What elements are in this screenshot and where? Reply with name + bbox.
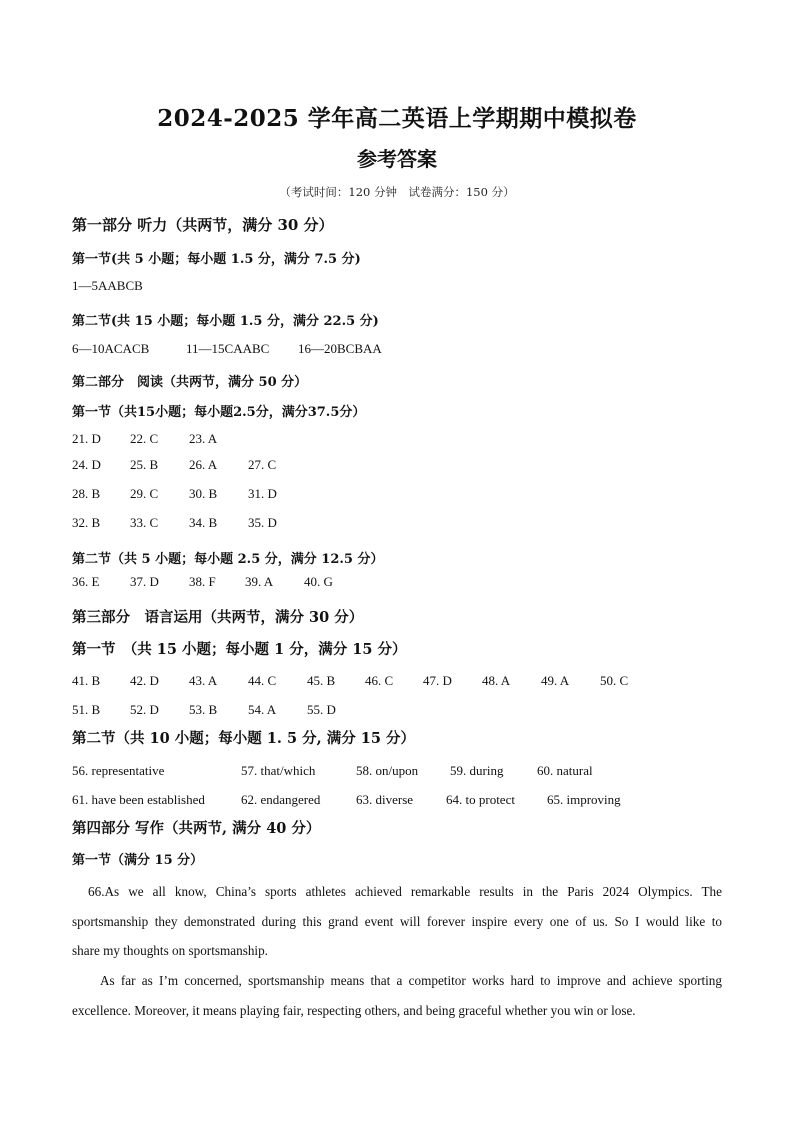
answer-item: 50. C: [600, 673, 629, 688]
page-title: 2024-2025 学年高二英语上学期期中模拟卷: [157, 105, 637, 132]
answer-item: 46. C: [365, 673, 394, 688]
answer-item: 43. A: [189, 673, 218, 688]
answer-item: 52. D: [130, 702, 159, 717]
answer-item: 28. B: [72, 486, 101, 501]
answer-item: 23. A: [189, 431, 218, 446]
answer-item: 37. D: [130, 574, 159, 589]
essay-line: sportsmanship they demonstrated during this grand event will forever inspire every one of us. So I would like to: [72, 913, 722, 929]
part3-sec1-heading: 第一节 （共 15 小题；每小题 1 分，满分 15 分）: [72, 641, 407, 658]
answer-item: 44. C: [248, 673, 277, 688]
answer-item: 24. D: [72, 457, 101, 472]
answer-item: 38. F: [189, 574, 216, 589]
answer-item: 48. A: [482, 673, 511, 688]
answer-item: 56. representative: [72, 763, 165, 778]
answer-item: 30. B: [189, 486, 218, 501]
answer-item: 29. C: [130, 486, 159, 501]
answer-item: 33. C: [130, 515, 159, 530]
answer-item: 40. G: [304, 574, 333, 589]
part3-sec2-heading: 第二节（共 10 小题；每小题 1. 5 分, 满分 15 分）: [72, 730, 416, 747]
answer-item: 59. during: [450, 763, 504, 778]
answer-item: 21. D: [72, 431, 101, 446]
answer-item: 49. A: [541, 673, 570, 688]
answer-item: 55. D: [307, 702, 336, 717]
essay-line: 66.As we all know, China’s sports athletes achieved remarkable results in the Paris 2024 Olympics. The: [88, 884, 722, 899]
answer-item: 63. diverse: [356, 792, 414, 807]
answer-item: 41. B: [72, 673, 101, 688]
answer-group: 1—5AABCB: [72, 278, 143, 293]
answer-item: 45. B: [307, 673, 336, 688]
answer-item: 53. B: [189, 702, 218, 717]
part2-sec1-heading: 第一节（共15小题；每小题2.5分，满分37.5分）: [72, 405, 366, 420]
answer-item: 25. B: [130, 457, 159, 472]
answer-item: 54. A: [248, 702, 277, 717]
answer-item: 36. E: [72, 574, 100, 589]
answer-item: 47. D: [423, 673, 452, 688]
part1-sec1-heading: 第一节(共 5 小题；每小题 1.5 分，满分 7.5 分): [72, 252, 361, 267]
answer-group: 6—10ACACB: [72, 341, 150, 356]
answer-item: 62. endangered: [241, 792, 321, 807]
answer-item: 26. A: [189, 457, 218, 472]
part4-sec1-heading: 第一节（满分 15 分）: [72, 853, 204, 868]
part4-heading: 第四部分 写作（共两节, 满分 40 分）: [72, 820, 321, 837]
answer-item: 51. B: [72, 702, 101, 717]
answer-item: 65. improving: [547, 792, 621, 807]
answer-item: 34. B: [189, 515, 218, 530]
exam-note: （考试时间：120 分钟 试卷满分：150 分）: [279, 185, 515, 199]
part3-heading: 第三部分 语言运用（共两节，满分 30 分）: [72, 609, 364, 626]
answer-group: 11—15CAABC: [186, 341, 270, 356]
answer-item: 35. D: [248, 515, 277, 530]
answer-item: 60. natural: [537, 763, 593, 778]
answer-item: 42. D: [130, 673, 159, 688]
answer-item: 57. that/which: [241, 763, 316, 778]
answer-item: 22. C: [130, 431, 159, 446]
answer-item: 27. C: [248, 457, 277, 472]
essay-line: excellence. Moreover, it means playing fair, respecting others, and being graceful whether you win or lose.: [72, 1002, 636, 1018]
answer-item: 39. A: [245, 574, 274, 589]
part2-heading: 第二部分 阅读（共两节，满分 50 分）: [72, 375, 308, 390]
answer-item: 61. have been established: [72, 792, 205, 807]
essay-paragraph: [72, 877, 722, 966]
answer-item: 32. B: [72, 515, 101, 530]
page-subtitle: 参考答案: [357, 147, 437, 171]
part1-heading: 第一部分 听力（共两节，满分 30 分）: [72, 216, 334, 234]
answer-item: 64. to protect: [446, 792, 515, 807]
essay-paragraph: [72, 966, 722, 1025]
answer-group: 16—20BCBAA: [298, 341, 382, 356]
answer-item: 58. on/upon: [356, 763, 419, 778]
part1-sec2-heading: 第二节(共 15 小题；每小题 1.5 分，满分 22.5 分): [72, 314, 379, 329]
answer-item: 31. D: [248, 486, 277, 501]
essay-line: share my thoughts on sportsmanship.: [72, 943, 268, 958]
part2-sec2-heading: 第二节（共 5 小题；每小题 2.5 分，满分 12.5 分）: [72, 552, 384, 567]
essay-line: As far as I’m concerned, sportsmanship means that a competitor works hard to improve and achieve sporting: [100, 973, 722, 988]
